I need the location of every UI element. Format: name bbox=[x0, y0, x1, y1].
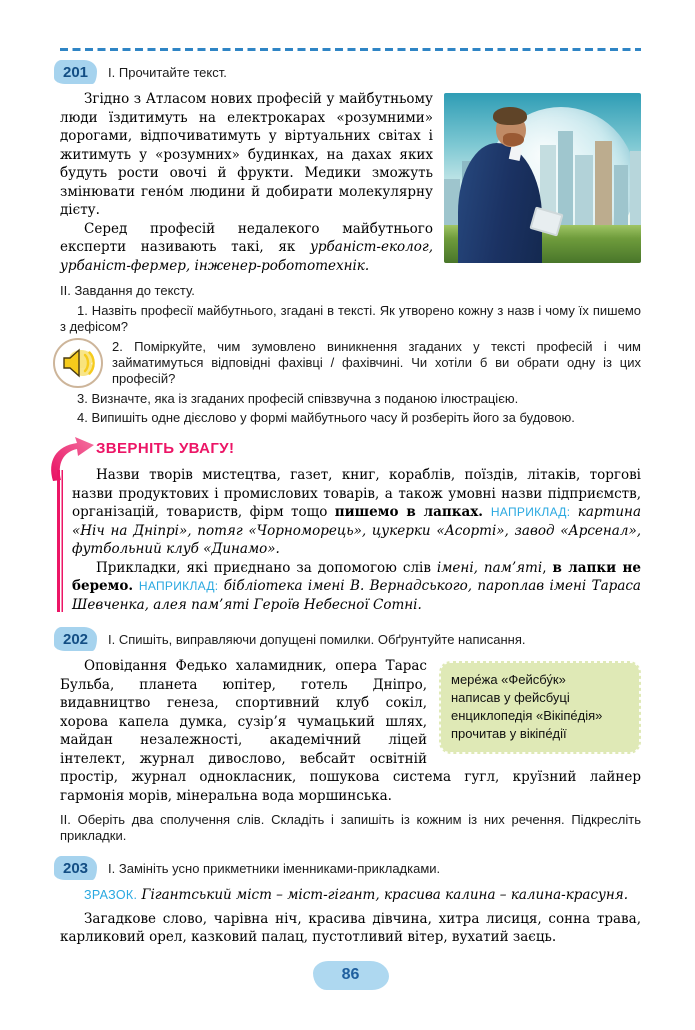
task-item-2-row bbox=[60, 338, 641, 388]
exercise-202-number-badge: 202 bbox=[54, 627, 97, 651]
attention-title: ЗВЕРНІТЬ УВАГУ! bbox=[96, 440, 235, 457]
photo-building bbox=[614, 165, 628, 229]
task-item-3: 3. Визначте, яка із згаданих професій співзвучна з поданою ілюстрацією. bbox=[77, 391, 519, 406]
usage-note-line: прочитав у вікіпе́дії bbox=[451, 726, 567, 741]
example-label: НАПРИКЛАД: bbox=[490, 505, 571, 519]
example-label: НАПРИКЛАД: bbox=[138, 579, 219, 593]
exercise-203-header bbox=[54, 856, 641, 880]
attention-header bbox=[96, 440, 641, 462]
exercise-201-header bbox=[54, 60, 641, 84]
paragraph-text: Згідно з Атласом нових професій у майбутньому люди їздитимуть на електрокарах «розумними» дорогами, відпочиватимуть у віртуальних світах і житимуть у «розумних» будинках, на дахах яких будуть рости овочі й фрукти. Медики зможуть змінювати гено́м людини й добирати молекулярну дієту. bbox=[60, 91, 433, 218]
photo-building bbox=[595, 141, 612, 229]
exercise-202-text: Оповідання Федько халамидник, опера Тарас Бульба, планета юпітер, готель Дніпро, видавництво генеза, спортивний клуб сокіл, хорова капела думка, сузір’я чумацький шлях, майдан незалежності, академічний ліцей інтелект, журнал дивослово, вебсайт освітній простір, журнал однокласник, пошукова система гугл, круїзний лайнер гармонія морів, мінеральна вода моршинська. bbox=[60, 658, 641, 804]
attention-rule-block bbox=[57, 466, 641, 614]
usage-note-line: енциклопедія «Вікіпе́дія» bbox=[451, 708, 603, 723]
photo-building bbox=[575, 155, 593, 229]
photo-building bbox=[630, 151, 641, 229]
rule-paragraph-2 bbox=[72, 559, 641, 615]
task-item-4: 4. Випишіть одне дієслово у формі майбутнього часу й розберіть його за будовою. bbox=[77, 410, 575, 425]
exercise-203-text: Загадкове слово, чарівна ніч, красива дівчина, хитра лисиця, сонна трава, карликовий орел, казковий палац, пустотливий вітер, вухатий заєць. bbox=[60, 910, 641, 945]
rule-text: Прикладки, які приєднано за допомогою слів bbox=[96, 559, 437, 576]
usage-note-line: мере́жа «Фейсбу́к» bbox=[451, 672, 566, 687]
sample-text: Гігантський міст – міст-гігант, красива калина – калина-красуня. bbox=[137, 887, 628, 903]
usage-note-box bbox=[439, 661, 641, 754]
exercise-202-header bbox=[54, 627, 641, 651]
rule-text: , bbox=[542, 559, 553, 576]
rule-paragraph-1 bbox=[72, 466, 641, 559]
paragraph-text: Серед професій недалекого майбутнього експерти називають такі, як bbox=[60, 220, 433, 255]
exercise-202-instruction: І. Спишіть, виправляючи допущені помилки. Обґрунтуйте написання. bbox=[108, 631, 526, 647]
photo-man-beard bbox=[503, 133, 524, 146]
example-text: бібліотека імені В. Вернадського, пароплав імені Тараса Шевченка, алея пам’яті Героїв Небесної Сотні. bbox=[72, 578, 641, 613]
exercise-203-number-badge: 203 bbox=[54, 856, 97, 880]
sample-label: ЗРАЗОК. bbox=[84, 888, 138, 902]
audio-speaker-icon bbox=[53, 338, 103, 388]
task-item-1: 1. Назвіть професії майбутнього, згадані в тексті. Як утворено кожну з назв і чому їх пишемо з дефісом? bbox=[60, 303, 641, 334]
exercise-201-number-badge: 201 bbox=[54, 60, 97, 84]
speaker-icon bbox=[60, 345, 96, 381]
top-dashed-rule bbox=[60, 48, 641, 51]
exercise-201-instruction: І. Прочитайте текст. bbox=[108, 64, 227, 80]
exercise-202-body bbox=[60, 657, 641, 805]
page-number: 86 bbox=[341, 965, 360, 983]
usage-note-line: написав у фейсбуці bbox=[451, 690, 570, 705]
rule-bold: в лапки не беремо. bbox=[72, 559, 641, 594]
sample-paragraph bbox=[60, 886, 641, 905]
exercise-202-part2: ІІ. Оберіть два сполучення слів. Складіть і запишіть із кожним із них речення. Підкресліть прикладки. bbox=[60, 812, 641, 843]
photo-man-hair bbox=[493, 107, 527, 125]
professions-italic: урбаніст-еколог, урбаніст-фермер, інженер-робототехнік. bbox=[60, 239, 433, 274]
exercise-201-body bbox=[60, 90, 641, 275]
rule-italic: імені, пам’яті bbox=[436, 559, 543, 576]
rule-text: Назви творів мистецтва, газет, книг, кораблів, поїздів, літаків, торгові назви продуктових і промислових товарів, а також умовні назви підприємств, організацій, товариств, фірм тощо bbox=[72, 467, 641, 520]
page-number-badge bbox=[313, 961, 389, 990]
exercise-203-instruction: І. Замініть усно прикметники іменниками-прикладками. bbox=[108, 860, 441, 876]
example-text: картина «Ніч на Дніпрі», потяг «Чорноморець», цукерки «Асорті», завод «Арсенал», футбольний клуб «Динамо». bbox=[72, 504, 641, 557]
tasks-heading: ІІ. Завдання до тексту. bbox=[60, 283, 195, 298]
rule-bold: пишемо в лапках. bbox=[334, 504, 491, 520]
task-item-2: 2. Поміркуйте, чим зумовлено виникнення згаданих у тексті професій і чим займатимуться відповідні фахівці / фахівчині. Чи хотіли б ви обрати одну із цих професій? bbox=[112, 339, 641, 386]
future-city-photo bbox=[444, 93, 641, 263]
